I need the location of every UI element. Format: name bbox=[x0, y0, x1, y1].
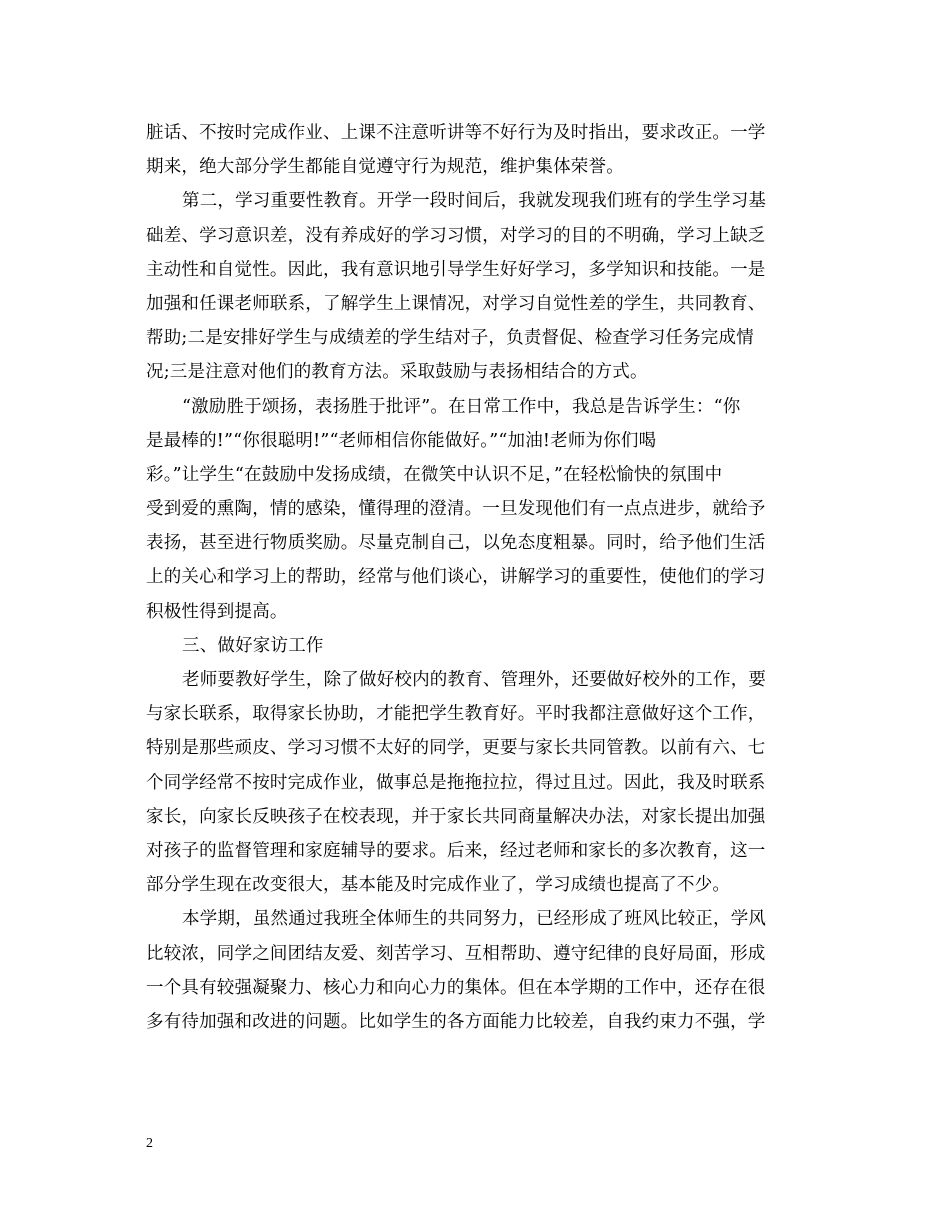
text-line: 多有待加强和改进的问题。比如学生的各方面能力比较差，自我约束力不强，学 bbox=[146, 1011, 766, 1032]
text-line: 一个具有较强凝聚力、核心力和向心力的集体。但在本学期的工作中，还存在很 bbox=[146, 977, 766, 998]
text-line: 脏话、不按时完成作业、上课不注意听讲等不好行为及时指出，要求改正。一学 bbox=[146, 123, 766, 143]
text-line: 本学期，虽然通过我班全体师生的共同努力，已经形成了班风比较正，学风 bbox=[182, 909, 767, 930]
body-text bbox=[146, 116, 806, 1039]
text-line: 家长，向家长反映孩子在校表现，并于家长共同商量解决办法，对家长提出加强 bbox=[146, 806, 766, 827]
text-line: 期来，绝大部分学生都能自觉遵守行为规范，维护集体荣誉。 bbox=[146, 157, 624, 178]
text-line: 加强和任课老师联系，了解学生上课情况，对学习自觉性差的学生，共同教育、 bbox=[146, 293, 766, 314]
text-line: 主动性和自觉性。因此，我有意识地引导学生好好学习，多学知识和技能。一是 bbox=[146, 259, 766, 280]
text-line: “激励胜于颂扬，表扬胜于批评”。在日常工作中，我总是告诉学生：“你 bbox=[182, 396, 741, 417]
text-line: 对孩子的监督管理和家庭辅导的要求。后来，经过老师和家长的多次教育，这一 bbox=[146, 840, 766, 861]
text-line: 表扬，甚至进行物质奖励。尽量克制自己，以免态度粗暴。同时，给予他们生活 bbox=[146, 533, 766, 554]
text-line: 帮助;二是安排好学生与成绩差的学生结对子，负责督促、检查学习任务完成情 bbox=[146, 328, 754, 349]
text-line: 个同学经常不按时完成作业，做事总是拖拖拉拉，得过且过。因此，我及时联系 bbox=[146, 772, 766, 793]
text-line: 上的关心和学习上的帮助，经常与他们谈心，讲解学习的重要性，使他们的学习 bbox=[146, 567, 766, 588]
text-line: 积极性得到提高。 bbox=[146, 601, 288, 622]
text-line: 特别是那些顽皮、学习习惯不太好的同学，更要与家长共同管教。以前有六、七 bbox=[146, 738, 766, 759]
text-line: 础差、学习意识差，没有养成好的学习习惯，对学习的目的不明确，学习上缺乏 bbox=[146, 225, 766, 246]
page-number: 2 bbox=[146, 1136, 153, 1151]
text-line: 部分学生现在改变很大，基本能及时完成作业了，学习成绩也提高了不少。 bbox=[146, 875, 731, 896]
text-line: 彩。”让学生“在鼓励中发扬成绩，在微笑中认识不足，”在轻松愉快的氛围中 bbox=[146, 464, 723, 485]
text-line: 三、做好家访工作 bbox=[182, 635, 324, 656]
text-line: 第二，学习重要性教育。开学一段时间后，我就发现我们班有的学生学习基 bbox=[182, 191, 767, 212]
text-line: 比较浓，同学之间团结友爱、刻苦学习、互相帮助、遵守纪律的良好局面，形成 bbox=[146, 943, 766, 964]
text-line: 受到爱的熏陶，情的感染，懂得理的澄清。一旦发现他们有一点点进步，就给予 bbox=[146, 499, 766, 520]
text-line: 老师要教好学生，除了做好校内的教育、管理外，还要做好校外的工作，要 bbox=[182, 670, 767, 690]
text-line: 况;三是注意对他们的教育方法。采取鼓励与表扬相结合的方式。 bbox=[146, 362, 648, 383]
text-line: 与家长联系，取得家长协助，才能把学生教育好。平时我都注意做好这个工作， bbox=[146, 704, 766, 725]
text-line: 是最棒的!”“你很聪明!”“老师相信你能做好。”“加油!老师为你们喝 bbox=[146, 430, 657, 451]
